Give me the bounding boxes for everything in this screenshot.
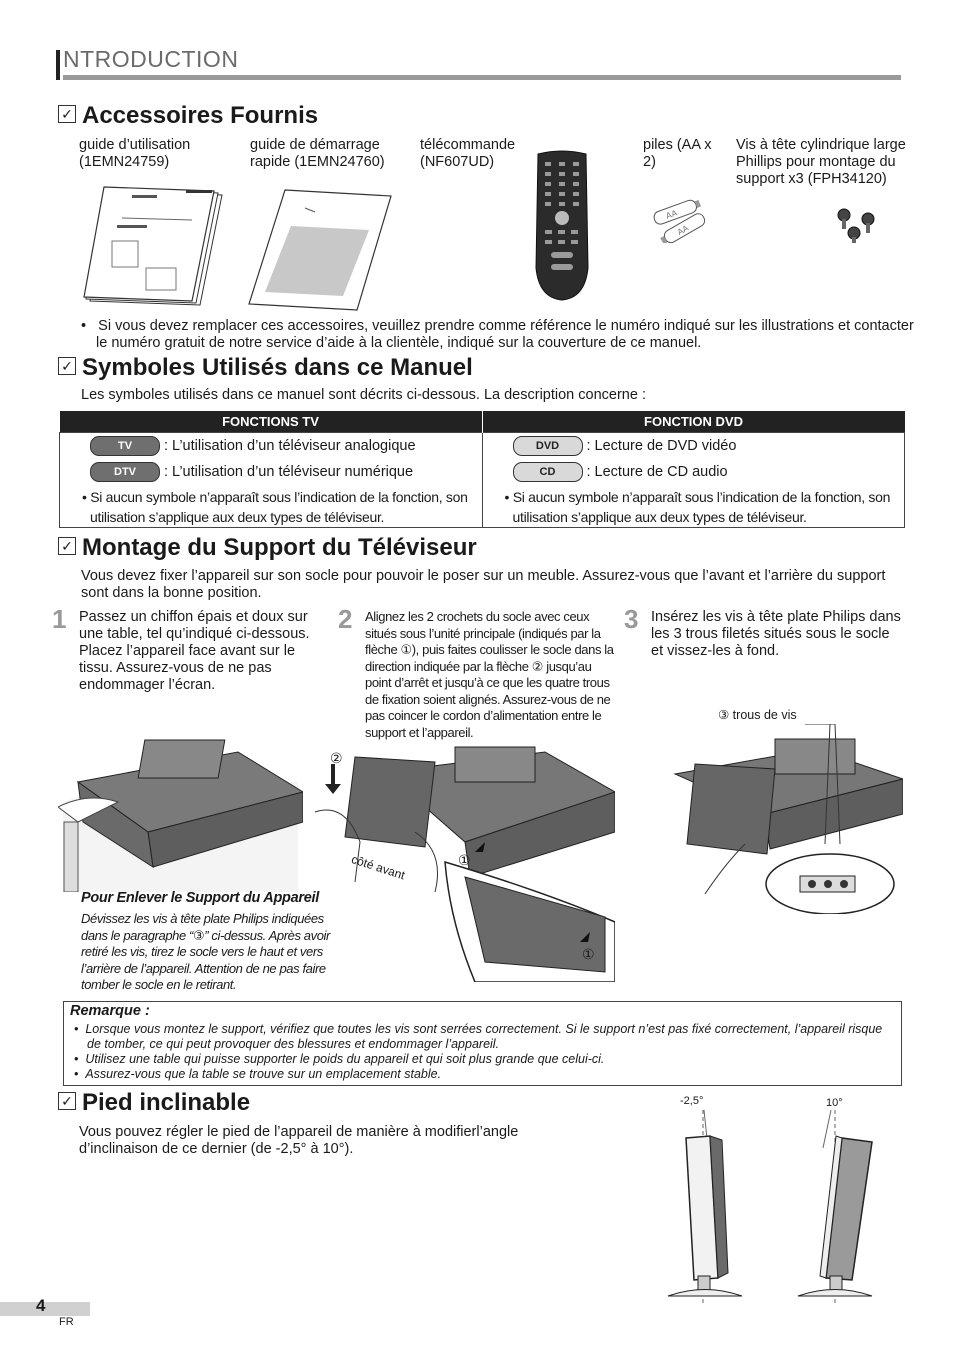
step-1-illustration [58, 722, 303, 892]
symbol-row: CD : Lecture de CD audio [483, 459, 905, 485]
tv-badge: TV [90, 436, 160, 456]
language-code: FR [59, 1316, 74, 1328]
page-number: 4 [36, 1296, 46, 1315]
symbol-row: DTV : L’utilisation d’un téléviseur numérique [60, 459, 482, 485]
tv-note: • Si aucun symbole n’apparaît sous l’indication de la fonction, son utilisation s’applique aux deux types de téléviseur. [82, 489, 468, 525]
step-2-number: 2 [338, 604, 353, 634]
accessory-label-batteries: piles (AA x 2) [643, 137, 712, 170]
col-tv-header: FONCTIONS TV [60, 411, 483, 433]
checkbox-icon: ✓ [58, 357, 76, 375]
remark-title: Remarque : [70, 1003, 150, 1019]
dvd-note: • Si aucun symbole n’apparaît sous l’indication de la fonction, son utilisation s’applique aux deux types de téléviseur. [504, 489, 891, 525]
tilt-heading [58, 1089, 250, 1117]
header-bar [56, 50, 60, 80]
arrow-2-label: ② [330, 750, 343, 766]
tilt-title: Pied inclinable [82, 1089, 251, 1116]
symbol-row: DVD : Lecture de DVD vidéo [483, 433, 905, 459]
quick-start-guide-illustration [245, 188, 395, 318]
remove-stand-title: Pour Enlever le Support du Appareil [81, 890, 319, 906]
tilt-text: Vous pouvez régler le pied de l’appareil de manière à modifierl’angle d’inclinaison de ce dernier (de -2,5° à 10°). [79, 1124, 519, 1157]
checkbox-icon: ✓ [58, 1092, 76, 1110]
remote-control-illustration [533, 148, 591, 303]
remark-list [74, 1022, 884, 1082]
cd-badge: CD [513, 462, 583, 482]
arrow-1-label: ① [582, 946, 595, 962]
stand-intro: Vous devez fixer l’appareil sur son socle pour pouvoir le poser sur un meuble. Assurez-vous que l’avant et l’arrière du support sont dans la bonne position. [81, 568, 886, 601]
accessory-label-guide: guide d’utilisation (1EMN24759) [79, 137, 191, 170]
angle-forward-label: 10° [826, 1097, 843, 1109]
accessories-title: Accessoires Fournis [82, 102, 319, 129]
tilt-illustration [660, 1108, 890, 1308]
stand-heading [58, 534, 477, 562]
checkbox-icon: ✓ [58, 537, 76, 555]
header-rule [63, 75, 901, 80]
col-dvd-header: FONCTION DVD [482, 411, 905, 433]
screws-illustration [832, 205, 887, 245]
stand-title: Montage du Support du Téléviseur [82, 534, 477, 561]
angle-back-label: -2,5° [680, 1095, 704, 1107]
battery-label: AA [675, 223, 691, 237]
remark-item: • Assurez-vous que la table se trouve sur un emplacement stable. [74, 1067, 442, 1081]
dtv-badge: DTV [90, 462, 160, 482]
step-3-number: 3 [624, 604, 639, 634]
step-2-text: Alignez les 2 crochets du socle avec ceux situés sous l’unité principale (indiqués par la flèche ①), puis faites coulisser le socle dans la direction indiquée par la flèche ② jusqu’au point d’arrêt et jusqu’à ce que les quatre trous de fixation soient alignés. Assurez-vous de ne pas coincer le cordon d’alimentation entre le support et l’appareil. [365, 609, 614, 740]
step-3-illustration [655, 724, 903, 914]
screw-holes-label: ③ trous de vis [718, 708, 797, 722]
remove-stand-text: Dévissez les vis à tête plate Philips indiquées dans le paragraphe “③” ci-dessus. Après avoir retiré les vis, tirez le socle vers le haut et vers l’arrière de l’appareil. Attention de ne pas faire tomber le socle en le retirant. [81, 911, 330, 992]
symbols-table [59, 411, 905, 528]
accessory-label-quickstart: guide de démarrage rapide (1EMN24760) [250, 137, 385, 170]
tv-cell [60, 433, 483, 528]
symbols-title: Symboles Utilisés dans ce Manuel [82, 354, 473, 381]
step-1-text: Passez un chiffon épais et doux sur une table, tel qu’indiqué ci-dessous. Placez l’appareil face avant sur le tissu. Assurez-vous de ne pas endommager l’écran. [79, 609, 310, 693]
step-1-number: 1 [52, 604, 67, 634]
arrow-1-label: ① [458, 852, 471, 868]
dvd-badge: DVD [513, 436, 583, 456]
symbol-row: TV : L’utilisation d’un téléviseur analogique [60, 433, 482, 459]
symbols-intro: Les symboles utilisés dans ce manuel sont décrits ci-dessous. La description concerne : [81, 387, 646, 403]
checkbox-icon: ✓ [58, 105, 76, 123]
accessories-heading [58, 102, 318, 130]
symbols-heading [58, 354, 473, 382]
remark-box [63, 1001, 902, 1086]
accessory-label-screws: Vis à tête cylindrique large Phillips pour montage du support x3 (FPH34120) [736, 137, 906, 187]
section-header: NTRODUCTION [63, 46, 239, 72]
batteries-illustration [647, 193, 717, 243]
battery-label: AA [664, 208, 679, 221]
remark-item: • Lorsque vous montez le support, vérifiez que toutes les vis sont serrées correctement. Si le support n’est pas fixé correctement, l’appareil risque de tomber, ce qui peut provoquer des blessures et endommager l’appareil. [74, 1022, 883, 1051]
accessory-label-remote: télécommande (NF607UD) [420, 137, 516, 170]
dvd-cell [482, 433, 905, 528]
accessories-note: • Si vous devez remplacer ces accessoires, veuillez prendre comme référence le numéro indiqué sur les illustrations et contacter le numéro gratuit de notre service d’aide à la clientèle, indiqué sur la couverture de ce manuel. [81, 318, 914, 351]
owner-manual-illustration [82, 183, 227, 313]
remark-item: • Utilisez une table qui puisse supporter le poids du appareil et qui soit plus grande que celui-ci. [74, 1052, 605, 1066]
step-3-text: Insérez les vis à tête plate Philips dans les 3 trous filetés situés sous le socle et vissez-les à fond. [651, 609, 901, 659]
front-side-label: côté avant [349, 852, 407, 883]
